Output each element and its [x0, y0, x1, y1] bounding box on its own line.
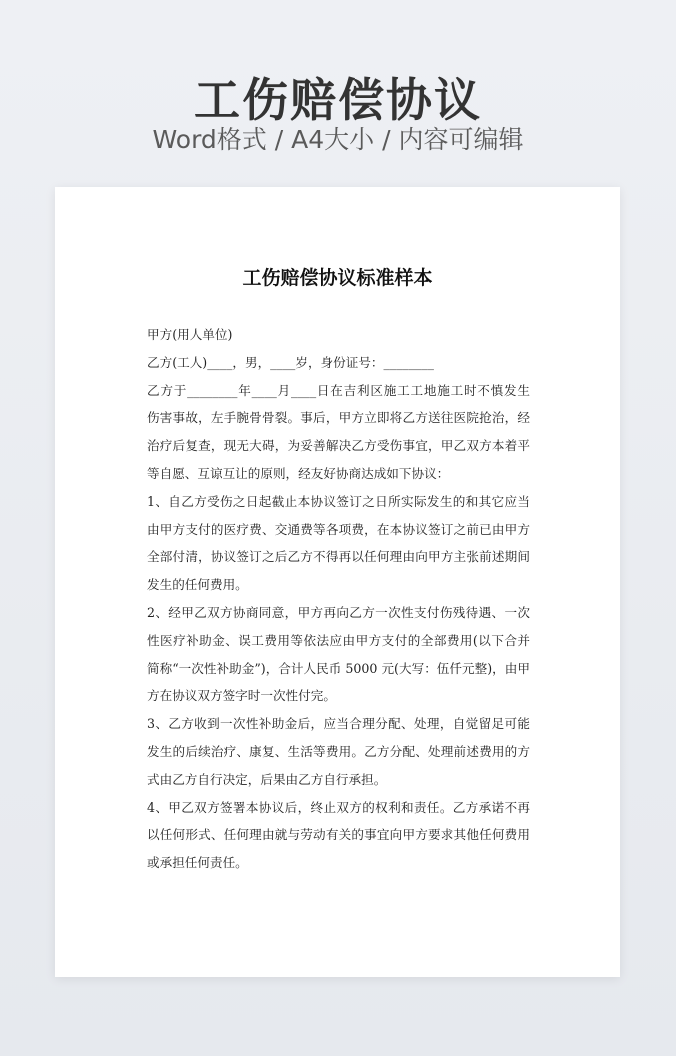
text-line: 伤害事故，左手腕骨骨裂。事后，甲方立即将乙方送往医院抢治，经 [147, 410, 530, 426]
text-line: 4、甲乙双方签署本协议后，终止双方的权利和责任。乙方承诺不再 [147, 799, 530, 815]
paragraph [147, 794, 530, 877]
text-line: 由甲方支付的医疗费、交通费等各项费，在本协议签订之前已由甲方 [147, 521, 530, 537]
text-line: 2、经甲乙双方协商同意，甲方再向乙方一次性支付伤残待遇、一次 [147, 604, 530, 620]
paragraph [147, 321, 530, 349]
banner-title: 工伤赔偿协议 [194, 73, 482, 127]
text-line: 简称“一次性补助金”)，合计人民币 5000 元(大写：伍仟元整)，由甲 [147, 660, 530, 676]
text-line: 乙方(工人)____，男，____岁，身份证号：________ [147, 354, 434, 370]
text-line: 或承担任何责任。 [147, 855, 248, 871]
text-line: 方在协议双方签字时一次性付完。 [147, 688, 336, 704]
text-line: 式由乙方自行决定，后果由乙方自行承担。 [147, 771, 387, 787]
document-page [55, 187, 620, 977]
text-line: 性医疗补助金、误工费用等依法应由甲方支付的全部费用(以下合并 [147, 632, 530, 648]
text-line: 以任何形式、任何理由就与劳动有关的事宜向甲方要求其他任何费用 [147, 827, 530, 843]
paragraph [147, 488, 530, 599]
paragraph [147, 599, 530, 710]
document-title: 工伤赔偿协议标准样本 [242, 267, 433, 289]
text-line: 治疗后复查，现无大碍，为妥善解决乙方受伤事宜，甲乙双方本着平 [147, 438, 530, 454]
document-body [147, 321, 530, 877]
text-line: 发生的后续治疗、康复、生活等费用。乙方分配、处理前述费用的方 [147, 743, 530, 759]
text-line: 甲方(用人单位) [147, 327, 233, 342]
paragraph [147, 377, 530, 488]
text-line: 3、乙方收到一次性补助金后，应当合理分配、处理，自觉留足可能 [147, 716, 530, 732]
text-line: 等自愿、互谅互让的原则，经友好协商达成如下协议： [147, 465, 450, 481]
text-line: 1、自乙方受伤之日起截止本协议签订之日所实际发生的和其它应当 [147, 493, 530, 509]
paragraph [147, 710, 530, 793]
text-line: 乙方于________年____月____日在吉利区施工工地施工时不慎发生 [147, 382, 530, 398]
paragraph [147, 349, 530, 377]
text-line: 全部付清，协议签订之后乙方不得再以任何理由向甲方主张前述期间 [147, 549, 530, 565]
banner-subtitle: Word格式 / A4大小 / 内容可编辑 [152, 125, 524, 154]
text-line: 发生的任何费用。 [147, 577, 248, 593]
